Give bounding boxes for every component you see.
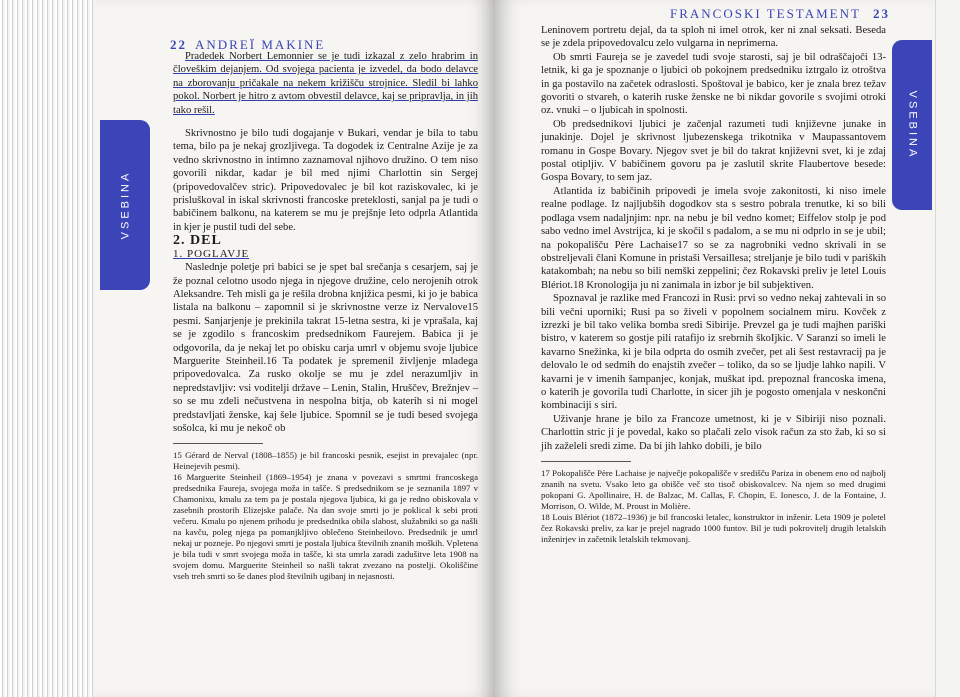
- left-tab-label: VSEBINA: [119, 170, 131, 240]
- page-edges: [0, 0, 95, 697]
- footnote-17: 17 Pokopališče Père Lachaise je največje pokopališče v središču Pariza in obenem eno od najbolj znanih na svetu. Vsako leto ga obišče več sto tisoč obiskovalcev. Na njem so med drugimi pokopani G. Apollinaire, H. de Balzac, M. Callas, F. Chopin, E. Ionesco, J. de la Fontaine, J. Morrison, O. Wilde, M. Proust in Molière.: [541, 468, 886, 511]
- footnote-divider: [173, 443, 263, 444]
- left-paragraph-1: Pradedek Norbert Lemonnier se je tudi izkazal z zelo hrabrim in človeškim dejanjem. Od svojega pacienta je izvedel, da bodo delavce na zborovanju pričakale na nekem križišču strojnice. Sledil bi lahko pokol. Norbert je hitro z avtom obvestil delavce, kaj se pripravlja, in jih tako rešil.: [173, 51, 478, 116]
- footnote-16: 16 Marguerite Steinheil (1869–1954) je znana v povezavi s smrtmi francoskega predsednika Faureja, svojega moža in tašče. S predsednikom se je seznanila 1897 v Chamonixu, kmalu za tem pa je postala njegova ljubica, ki ga je redno obiskovala v zasebnih prostorih Elizejske palače. Na dan svoje smrti jo je poklical k sebi proti večeru. Kmalu po njenem prihodu je predsednika obila slabost, služabniki so ga našli na kavču, poleg njega pa pomanjkljivo oblečeno Steinheilovo. Predsednik je umrl nekaj ur pozneje. Po njegovi smrti je postala ljubica številnih znanih moških. Vpletena je bila tudi v smrt svojega moža in tašče, ki sta umrla zaradi zadušitve leta 1908 na svojem domu. Marguerite Steinheil so našli takrat zvezano na postelji. Okoliščine vseh treh smrti so še danes plod številnih ugibanj in nejasnosti.: [173, 472, 478, 582]
- left-page-number: 22: [170, 37, 187, 52]
- right-contents-tab[interactable]: [892, 40, 932, 210]
- footnote-15: 15 Gérard de Nerval (1808–1855) je bil francoski pesnik, esejist in prevajalec (npr. Heinejevih pesmi).: [173, 450, 478, 472]
- left-page: [95, 0, 495, 697]
- left-contents-tab[interactable]: [100, 120, 150, 290]
- right-page-edge: [935, 0, 960, 697]
- right-paragraph-5: Spoznaval je razlike med Francozi in Rusi: prvi so vedno nekaj zahtevali in so bili večni uporniki; Rusi pa so živeli v popolnem socialnem miru. Kovček z izrezki je bil tako velika bomba sredi Sibirije. Prevzel ga je tudi majhen pariški bistro, v katerem so gostje pili ratafijo iz srebrnih škoIjkic. V Saranzi so imeli le kavarno Snežinka, ki je bila odprta do osmih zvečer, pet ali šest restavracij pa je delovalo le od sedmih do enajstih zvečer – toliko, da so se ljudje lahko napili. V kavarni je v imenih šampanjec, konjak, muškat ipd. prepoznal francoska imena, o katerih je govorila tudi Charlotte, in sicer jih je pogosto omenjala v neskončni kombinaciji s siri.: [541, 293, 886, 412]
- right-book-title: FRANCOSKI TESTAMENT: [670, 6, 861, 21]
- right-paragraph-6: Uživanje hrane je bilo za Francoze umetnost, ki je v Sibiriji niso poznali. Charlottin stric ji je povedal, kako so plačali zelo visok račun za sto žab, ki so si jih zaželeli sredi zime. Da bi jih lahko dobili, je bilo: [541, 413, 886, 452]
- right-page-number: 23: [872, 6, 890, 21]
- footnote-18: 18 Louis Blériot (1872–1936) je bil francoski letalec, konstruktor in inženir. Leta 1909 je poletel čez Rokavski preliv, za kar je prejel nagrado 1000 funtov. Bil je tudi pokrovitelj drugih letalskih inženirjev in začetnik letalskih tekmovanj.: [541, 512, 886, 544]
- left-paragraph-2: Skrivnostno je bilo tudi dogajanje v Bukari, vendar je bila to tabu tema, bilo pa je nekaj grozljivega. Ta dogodek iz Centralne Azije je za vedno skrivnostno in intimno zaznamoval njihovo družino. O tem niso govorili nikdar, kadar je bil med njimi Charlottin sin Sergej (pripovedovalčev stric). Pripovedovalec je bil kot raziskovalec, ki je prisluškoval in iskal skrivnosti francoske preteklosti, sanjal pa je tudi o babičinem balkonu, na katerem se mu je prejšnje leto odprla Atlantida in kjer je pustil tudi del sebe.: [173, 128, 478, 233]
- right-paragraph-4: Atlantida iz babičinih pripovedi je imela svoje zakonitosti, ki niso imele realne podlage. Iz najljubših dogodkov sta s sestro pobrala trenutke, ki so bili podlaga vsem nadaljnjim: npr. na nebu je bil vedno komet; Eiffelov stolp je pod sabo vedno imel Avstrijca, ki je skočil s padalom, a se mu ni odprlo in se je ubil; na pokopališču Père Lachaise17 so se za nagrobniki vedno skrivali in se obstreljevali člani Komune in pristaši Versaillesa; streljanje je bilo tudi v pariških katakombah; na nebu so bili nemški zeppelini; čez Rokavski preliv je letel Louis Blériot.18 Kronologija ju ni zanimala in izbor je bil subjektiven.: [541, 185, 886, 291]
- left-book-author: ANDREÏ MAKINE: [195, 37, 326, 52]
- right-paragraph-1: Leninovem portretu dejal, da ta sploh ni imel otrok, ker ni znal seksati. Beseda se je zdela pripovedovalcu zelo vulgarna in neprimerna.: [541, 25, 886, 50]
- right-page: [495, 0, 935, 697]
- right-tab-label: VSEBINA: [906, 90, 918, 160]
- right-paragraph-2: Ob smrti Faureja se je zavedel tudi svoje starosti, saj je bil odraščajoči 13-letnik, ki ga je spoznanje o ljubici ob pokojnem predsedniku iztrgalo iz otroštva in ga postavilo na začetek odraslosti. Spoštoval je babico, ker je znala brez težav govoriti o stvareh, o katerih ruske ženske ne bi nikdar govorile s svojimi otroki oz. vnuki – o ljubicah in spolnosti.: [541, 51, 886, 117]
- right-running-head: [670, 6, 890, 22]
- right-paragraph-3: Ob predsednikovi ljubici je začenjal razumeti tudi književne junake in junakinje. Dojel je skrivnost ljubezenskega trikotnika v Maupassantovem romanu in Gospe Bovary. Njegov svet je bil do takrat književni svet, ki je zdaj postal otipljiv. V babičinem govoru pa je zaslutil skrite Flaubertove besede: Gospa Bovary, to sem jaz.: [541, 118, 886, 184]
- left-body: [173, 50, 478, 582]
- section-heading: 2. DEL: [173, 233, 222, 249]
- left-paragraph-3: Naslednje poletje pri babici se je spet bal srečanja s cesarjem, saj je že poznal celotno usodo njega in njegove družine, celo nerojenih otrok Aleksandre. Teh misli ga je rešila drobna knjižica pesmi, ki jo je babica listala na balkonu – zapomnil si je skrivnostne verze iz Nervalove15 pesmi. Sanjarjenje je prekinila takrat 15-letna sestra, ki je vprašala, kaj se je zgodilo s francoskim predsednikom Faurejem. Babica ji je odgovorila, da je nekaj let po obisku carja umrl v objemu svoje ljubice Marguerite Steinheil.16 Ta podatek je spremenil življenje mladega pripovedovalca. Za rusko okolje se mu je zdel nerazumljiv in nepredstavljiv: vsi voditelji države – Lenin, Stalin, Hruščev, Brežnjev – so se mu zdeli nečustvena in nespolna bitja, ob katerih si ni mogel predstavljati ženske, kaj šele ljubice. Spomnil se je tudi besed svojega sošolca, ki mu je nekoč ob: [173, 262, 478, 434]
- right-footnote-divider: [541, 461, 631, 462]
- right-body: [541, 24, 886, 545]
- chapter-heading: 1. POGLAVJE: [173, 247, 250, 260]
